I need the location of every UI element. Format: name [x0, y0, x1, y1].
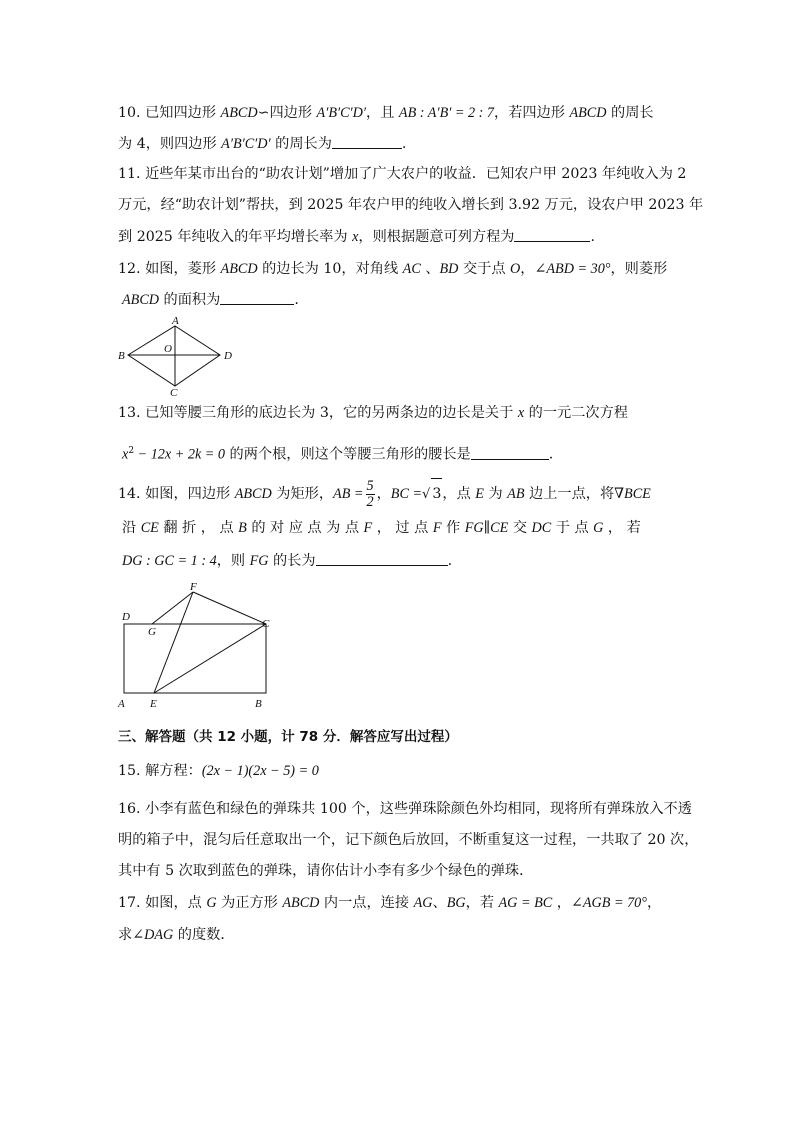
- q12-line1: 12. 如图，菱形 ABCD 的边长为 10，对角线 AC 、BD 交于点 O，∠ABD = 30°，则菱形: [118, 261, 668, 277]
- q14-line1: 14. 如图，四边形 ABCD 为矩形，AB = $\frac{5}{2}$ ，BC =√ 3，点 E 为 AB 边上一点，将∇BCE: [118, 477, 651, 510]
- label-f: F: [190, 581, 197, 593]
- q16-line3: 其中有 5 次取到蓝色的弹珠，请你估计小李有多少个绿色的弹珠．: [118, 863, 534, 879]
- section-title: 三、解答题（共 12 小题，计 78 分．解答应写出过程）: [118, 729, 458, 745]
- answer-blank[interactable]: [316, 551, 448, 566]
- label-a: A: [172, 315, 179, 327]
- q11-line2: 万元，经“助农计划”帮扶，到 2025 年农户甲的纯收入增长到 3.92 万元，设农户甲 2023 年: [118, 197, 704, 213]
- q11-line3: 到 2025 年纯收入的年平均增长率为 x，则根据题意可列方程为 .: [118, 229, 595, 245]
- answer-blank[interactable]: [332, 134, 402, 149]
- q16-line2: 明的箱子中，混匀后任意取出一个，记下颜色后放回，不断重复这一过程，一共取了 20 次，: [118, 832, 699, 848]
- label-c: C: [262, 618, 270, 630]
- label-d: D: [224, 350, 232, 362]
- label-o: O: [164, 343, 172, 355]
- rectangle-fold-figure: [112, 578, 282, 714]
- segment-ec: [154, 624, 266, 693]
- answer-blank[interactable]: [471, 445, 549, 460]
- label-c: C: [170, 387, 178, 398]
- label-e: E: [150, 698, 157, 710]
- q10-line1: 10. 已知四边形 ABCD∽四边形 A′B′C′D′，且 AB : A′B′ = 2 : 7，若四边形 ABCD 的周长: [118, 105, 654, 121]
- rectangle-abcd: [124, 624, 266, 693]
- label-b: B: [118, 350, 125, 362]
- q16-line1: 16. 小李有蓝色和绿色的弹珠共 100 个，这些弹珠除颜色外均相同，现将所有弹珠放入不透: [118, 801, 692, 817]
- answer-blank[interactable]: [514, 227, 590, 242]
- q14-line2: 沿 CE 翻 折 ， 点 B 的 对 应 点 为 点 F ， 过 点 F 作 FG∥CE 交 DC 于 点 G ， 若: [122, 520, 641, 536]
- rhombus-outline: [128, 326, 220, 386]
- label-d: D: [122, 611, 130, 623]
- q11-line1: 11. 近些年某市出台的“助农计划”增加了广大农户的收益．已知农户甲 2023 年纯收入为 2: [118, 166, 687, 182]
- q13-line1: 13. 已知等腰三角形的底边长为 3，它的另两条边的边长是关于 x 的一元二次方程: [118, 405, 628, 421]
- label-g: G: [148, 626, 156, 638]
- fraction-ab: $\frac{5}{2}$: [366, 477, 374, 510]
- q14-line3: DG : GC = 1 : 4，则 FG 的长为 .: [122, 553, 453, 569]
- q17-line2: 求∠DAG 的度数．: [118, 927, 235, 943]
- label-a: A: [118, 698, 125, 710]
- q17-line1: 17. 如图，点 G 为正方形 ABCD 内一点，连接 AG、BG，若 AG = BC ，∠AGB = 70°，: [118, 895, 662, 911]
- q15-line: 15. 解方程：(2x − 1)(2x − 5) = 0: [118, 763, 319, 779]
- q13-line2: $x^2 - 12x + 2k = 0$ 的两个根，则这个等腰三角形的腰长是 .: [122, 446, 554, 463]
- label-b: B: [255, 698, 262, 710]
- answer-blank[interactable]: [220, 290, 294, 305]
- segment-fc: [193, 592, 266, 624]
- rhombus-figure: [112, 314, 242, 398]
- q12-line2: ABCD 的面积为 .: [122, 292, 299, 308]
- q10-line2: 为 4，则四边形 A′B′C′D′ 的周长为 .: [118, 136, 407, 152]
